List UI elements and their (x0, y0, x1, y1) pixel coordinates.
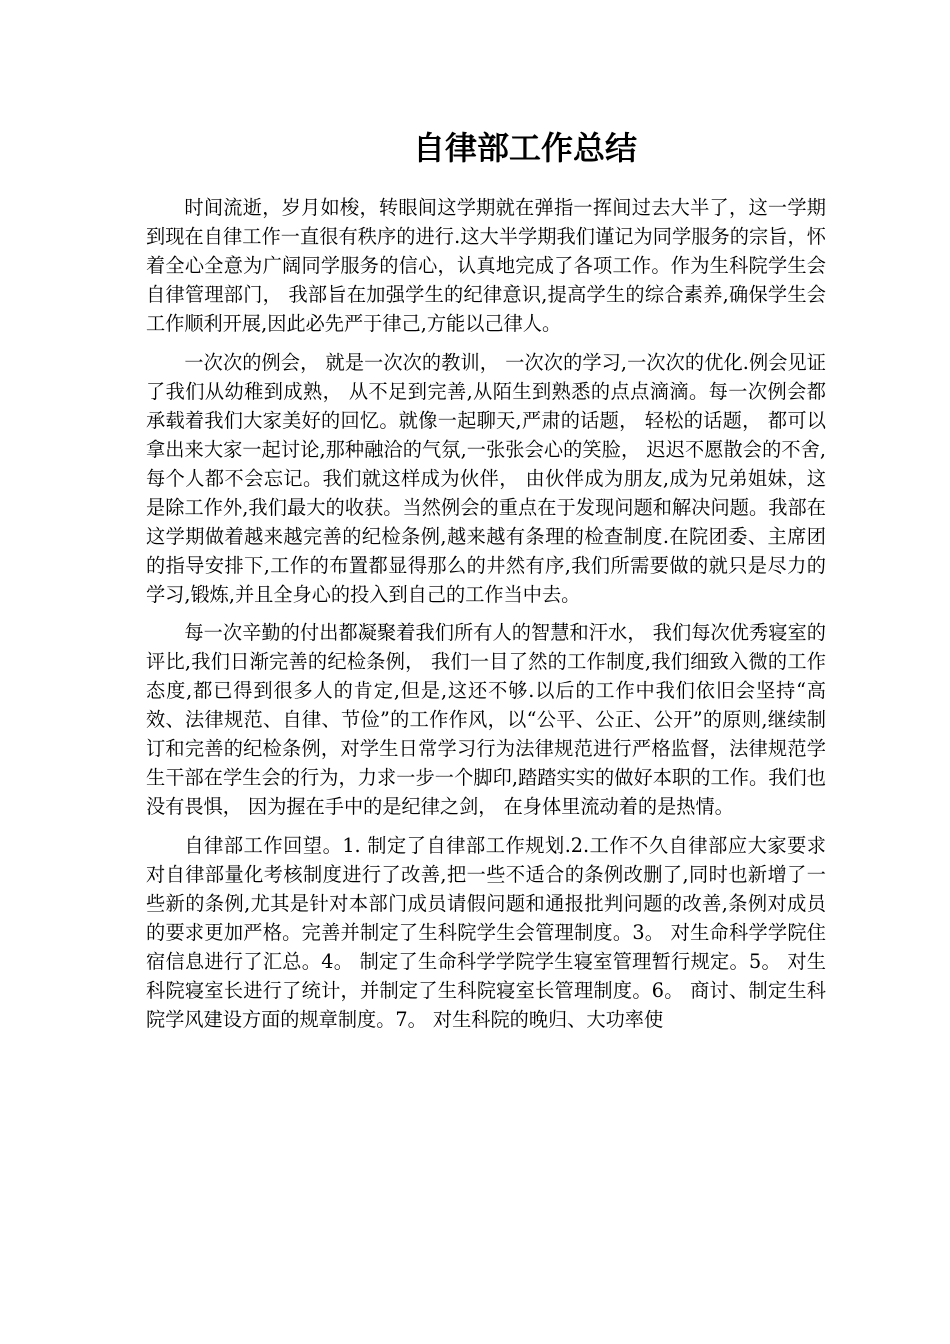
paragraph-4: 自律部工作回望。1. 制定了自律部工作规划.2.工作不久自律部应大家要求对自律部量化考核制度进行了改善,把一些不适合的条例改删了,同时也新增了一些新的条例,尤其是针对本部门成员请假问题和通报批判问题的改善,条例对成员的要求更加严格。完善并制定了生科院学生会管理制度。3。 对生命科学学院住宿信息进行了汇总。4。 制定了生命科学学院学生寝室管理暂行规定。5。 对生科院寝室长进行了统计，并制定了生科院寝室长管理制度。6。 商讨、制定生科院学风建设方面的规章制度。7。 对生科院的晚归、大功率使 (146, 833, 826, 1031)
paragraph-3: 每一次辛勤的付出都凝聚着我们所有人的智慧和汗水， 我们每次优秀寝室的评比,我们日渐完善的纪检条例， 我们一目了然的工作制度,我们细致入微的工作态度,都已得到很多人的肯定,但是,这还不够.以后的工作中我们依旧会坚持“高效、法律规范、自律、节俭”的工作作风，以“公平、公正、公开”的原则,继续制订和完善的纪检条例，对学生日常学习行为法律规范进行严格监督，法律规范学生干部在学生会的行为，力求一步一个脚印,踏踏实实的做好本职的工作。我们也没有畏惧， 因为握在手中的是纪律之剑， 在身体里流动着的是热情。 (146, 621, 826, 818)
document-body (146, 193, 826, 1043)
paragraph-2: 一次次的例会， 就是一次次的教训， 一次次的学习,一次次的优化.例会见证了我们从幼稚到成熟， 从不足到完善,从陌生到熟悉的点点滴滴。每一次例会都承载着我们大家美好的回忆。就像一起聊天,严肃的话题， 轻松的话题， 都可以拿出来大家一起讨论,那种融洽的气氛,一张张会心的笑脸， 迟迟不愿散会的不舍,每个人都不会忘记。我们就这样成为伙伴， 由伙伴成为朋友,成为兄弟姐妹，这是除工作外,我们最大的收获。当然例会的重点在于发现问题和解决问题。我部在这学期做着越来越完善的纪检条例,越来越有条理的检查制度.在院团委、主席团的指导安排下,工作的布置都显得那么的井然有序,我们所需要做的就只是尽力的学习,锻炼,并且全身心的投入到自己的工作当中去。 (146, 350, 826, 606)
paragraph-1: 时间流逝，岁月如梭，转眼间这学期就在弹指一挥间过去大半了，这一学期到现在自律工作一直很有秩序的进行.这大半学期我们谨记为同学服务的宗旨，怀着全心全意为广阔同学服务的信心，认真地完成了各项工作。作为生科院学生会自律管理部门， 我部旨在加强学生的纪律意识,提高学生的综合素养,确保学生会工作顺利开展,因此必先严于律己,方能以己律人。 (146, 196, 826, 335)
document-title: 自律部工作总结 (412, 129, 637, 167)
